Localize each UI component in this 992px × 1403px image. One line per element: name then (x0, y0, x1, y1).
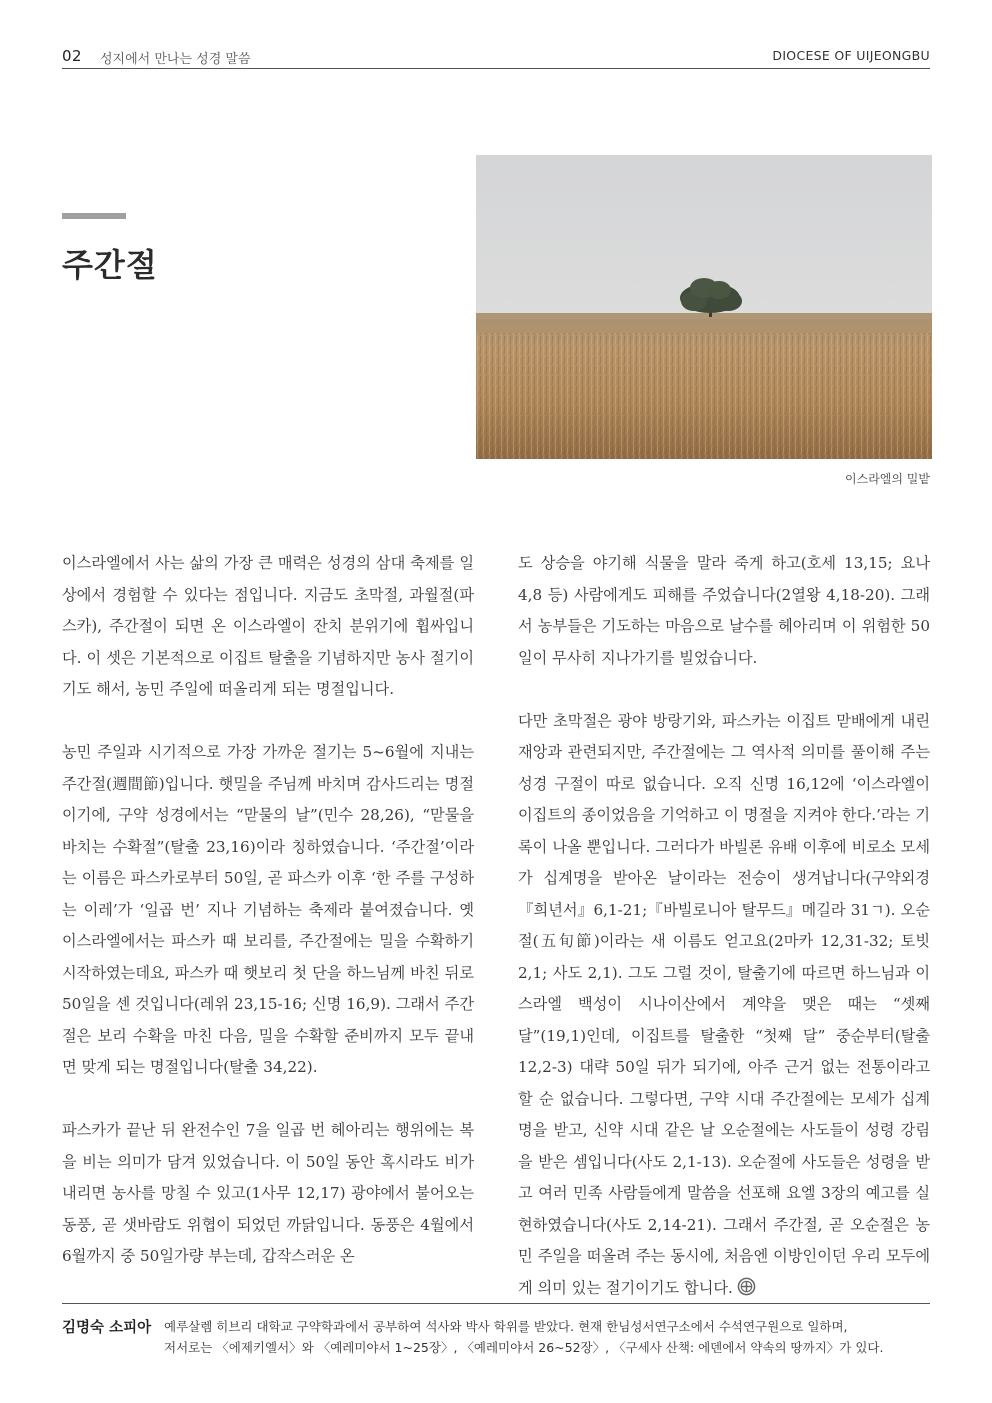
article-title: 주간절 (62, 246, 158, 284)
paragraph: 농민 주일과 시기적으로 가장 가까운 절기는 5~6월에 지내는 주간절(週間節)입니다. 햇밀을 주님께 바치며 감사드리는 명절이기에, 구약 성경에서는 “맏물의 날”(민수 28,26), “맏물을 바치는 수확절”(탈출 23,16)이라 칭하였습니다. ‘주간절’이라는 이름은 파스카로부터 50일, 곧 파스카 이후 ‘한 주를 구성하는 이레’가 ‘일곱 번’ 지나 기념하는 축제라 붙여졌습니다. 옛 이스라엘에서는 파스카 때 보리를, 주간절에는 밀을 수확하기 시작하였는데요, 파스카 때 햇보리 첫 단을 하느님께 바친 뒤로 50일을 센 것입니다(레위 23,15-16; 신명 16,9). 그래서 주간절은 보리 수확을 마친 다음, 밀을 수확할 준비까지 모두 끝내면 맞게 되는 명절입니다(탈출 34,22). (62, 743, 474, 1076)
author-bio-line: 저서로는 〈에제키엘서〉와 〈예레미야서 1~25장〉, 〈예레미야서 26~52장〉, 〈구세사 산책: 에덴에서 약속의 땅까지〉가 있다. (164, 1340, 884, 1355)
footer-divider (62, 1303, 930, 1304)
photo-caption: 이스라엘의 밀밭 (845, 472, 930, 486)
left-column (62, 548, 474, 1273)
right-column (518, 548, 930, 1304)
title-accent-bar (62, 213, 126, 219)
author-bio (164, 1316, 928, 1358)
page-header (62, 42, 930, 69)
author-bio-line: 예루살렘 히브리 대학교 구약학과에서 공부하여 석사와 박사 학위를 받았다. 현재 한님성서연구소에서 수석연구원으로 일하며, (164, 1319, 848, 1334)
paragraph: 이스라엘에서 사는 삶의 가장 큰 매력은 성경의 삼대 축제를 일상에서 경험할 수 있다는 점입니다. 지금도 초막절, 과월절(파스카), 주간절이 되면 온 이스라엘이 잔치 분위기에 휩싸입니다. 이 셋은 기본적으로 이집트 탈출을 기념하지만 농사 절기이기도 해서, 농민 주일에 떠올리게 되는 명절입니다. (62, 554, 474, 698)
section-title: 성지에서 만나는 성경 말씀 (100, 52, 251, 67)
publisher-name: DIOCESE OF UIJEONGBU (772, 48, 930, 63)
wheat-field-photo (476, 155, 932, 459)
page-number: 02 (62, 47, 83, 65)
paragraph-final (518, 706, 930, 1305)
paragraph: 파스카가 끝난 뒤 완전수인 7을 일곱 번 헤아리는 행위에는 복을 비는 의미가 담겨 있었습니다. 이 50일 동안 혹시라도 비가 내리면 농사를 망칠 수 있고(1사무 12,17) 광야에서 불어오는 동풍, 곧 샛바람도 위협이 되었던 까닭입니다. 동풍은 4월에서 6월까지 중 50일가량 부는데, 갑작스러운 온 (62, 1121, 474, 1265)
paragraph: 도 상승을 야기해 식물을 말라 죽게 하고(호세 13,15; 요나 4,8 등) 사람에게도 피해를 주었습니다(2열왕 4,18-20). 그래서 농부들은 기도하는 마음으로 날수를 헤아리며 이 위험한 50일이 무사히 지나가기를 빌었습니다. (518, 554, 930, 667)
paragraph-text: 다만 초막절은 광야 방랑기와, 파스카는 이집트 맏배에게 내린 재앙과 관련되지만, 주간절에는 그 역사적 의미를 풀이해 주는 성경 구절이 따로 없습니다. 오직 신명 16,12에 ‘이스라엘이 이집트의 종이었음을 기억하고 이 명절을 지켜야 한다.’라는 기록이 나올 뿐입니다. 그러다가 바빌론 유배 이후에 비로소 모세가 십계명을 받아온 날이라는 전승이 생겨납니다(구약외경『희년서』6,1-21;『바빌로니아 탈무드』메길라 31ㄱ). 오순절(五旬節)이라는 새 이름도 얻고요(2마카 12,31-32; 토빗 2,1; 사도 2,1). 그도 그럴 것이, 탈출기에 따르면 하느님과 이스라엘 백성이 시나이산에서 계약을 맺은 때는 “셋째 달”(19,1)인데, 이집트를 탈출한 “첫째 달” 중순부터(탈출 12,2-3) 대략 50일 뒤가 되기에, 아주 근거 없는 전통이라고 할 순 없습니다. 그렇다면, 구약 시대 주간절에는 모세가 십계명을 받고, 신약 시대 같은 날 오순절에는 사도들이 성령 강림을 받은 셈입니다(사도 2,1-13). 오순절에 사도들은 성령을 받고 여러 민족 사람들에게 말씀을 선포해 요엘 3장의 예고를 실현하였습니다(사도 2,14-21). 그래서 주간절, 곧 오순절은 농민 주일을 떠올려 주는 동시에, 처음엔 이방인이던 우리 모두에게 의미 있는 절기이기도 합니다. (518, 711, 930, 1297)
cross-ornament-icon (737, 1277, 756, 1296)
author-name: 김명숙 소피아 (62, 1320, 152, 1336)
